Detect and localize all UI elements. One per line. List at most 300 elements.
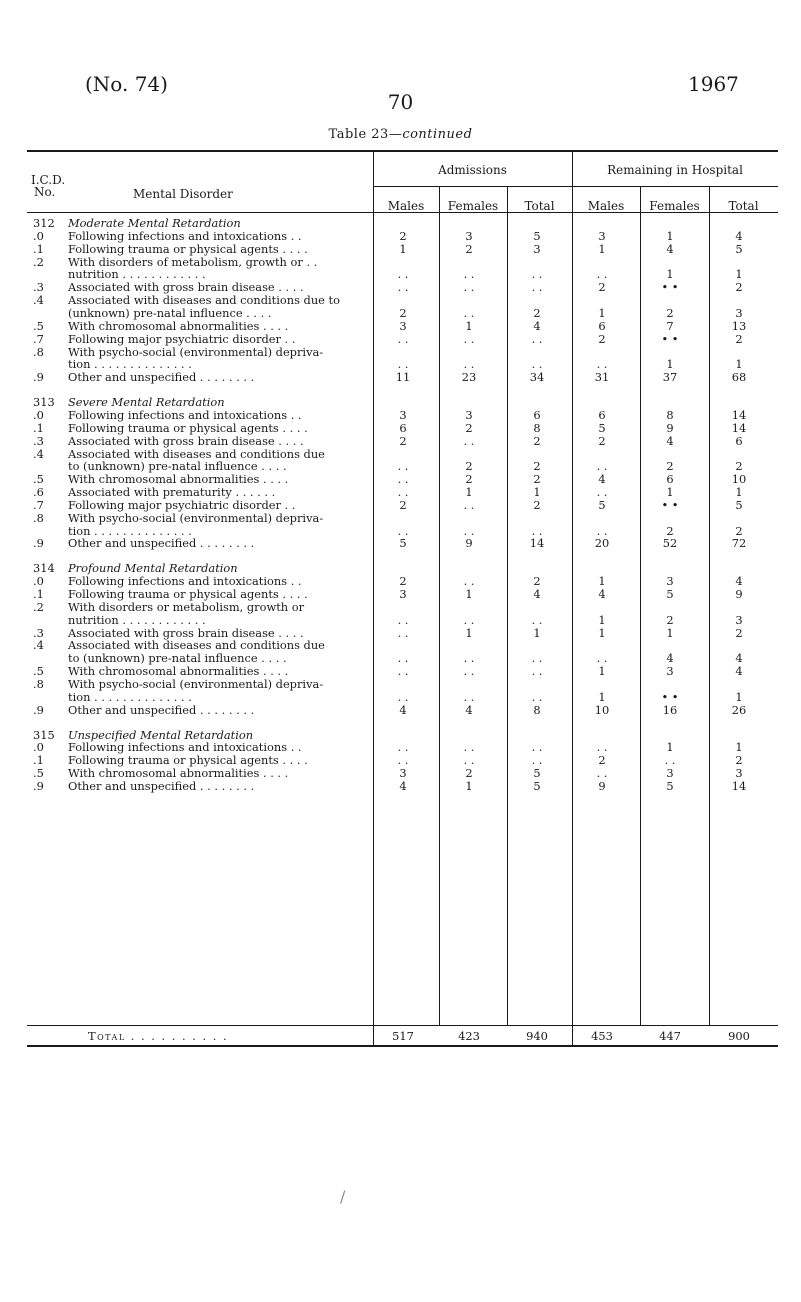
cell-value: . . <box>531 331 543 346</box>
disorder-description: Associated with prematurity . . . . . . <box>68 486 276 499</box>
cell-value: 1 <box>735 357 743 372</box>
table-row <box>0 614 801 627</box>
icd-code: .5 <box>33 472 44 487</box>
icd-code: 313 <box>33 395 55 410</box>
cell-value: 3 <box>399 318 407 333</box>
total-value: 447 <box>659 1029 681 1043</box>
cell-value: 1 <box>666 625 674 640</box>
col-remaining-total: Total <box>728 199 759 213</box>
cell-value: 14 <box>731 778 747 793</box>
table-row <box>0 588 801 601</box>
cell-value: 4 <box>598 472 606 487</box>
mental-disorder-header: Mental Disorder <box>133 187 233 201</box>
cell-value: 1 <box>533 625 541 640</box>
table-title <box>0 127 801 142</box>
section-title: Profound Mental Retardation <box>68 562 238 576</box>
cell-value: . . <box>463 740 475 755</box>
cell-value: 2 <box>533 459 541 474</box>
icd-code: .5 <box>33 766 44 780</box>
icd-code: .3 <box>33 433 44 448</box>
cell-value: 1 <box>598 612 606 627</box>
cell-value: 2 <box>735 523 743 538</box>
cell-value: 4 <box>735 228 743 243</box>
cell-value: 3 <box>735 306 743 320</box>
cell-value: 10 <box>594 702 610 717</box>
publication-number: (No. 74) <box>85 72 168 96</box>
col-admissions-males: Males <box>387 199 425 213</box>
icd-code: .8 <box>33 344 44 359</box>
cell-value: 1 <box>735 485 743 499</box>
cell-value: 2 <box>598 331 606 346</box>
cell-value: 2 <box>735 280 743 295</box>
icd-code: .6 <box>33 485 44 499</box>
icd-code: .0 <box>33 574 44 589</box>
disorder-description: (unknown) pre-natal influence . . . . <box>68 307 272 320</box>
cell-value: 2 <box>666 612 674 627</box>
total-label: Total . . . . . . . . . . <box>88 1029 229 1043</box>
cell-value: 1 <box>666 740 674 755</box>
total-value: 453 <box>591 1029 613 1043</box>
cell-value: 1 <box>399 241 407 256</box>
table-row <box>0 422 801 435</box>
cell-value: 5 <box>399 536 407 551</box>
table-row <box>0 780 801 793</box>
section-title: Unspecified Mental Retardation <box>68 728 254 742</box>
disorder-description: Associated with diseases and conditions due <box>68 639 325 653</box>
icd-code: .1 <box>33 753 44 768</box>
cell-value: . . <box>397 753 409 768</box>
disorder-description: Following infections and intoxications . . <box>68 575 302 589</box>
icd-code: .9 <box>33 778 44 793</box>
cell-value: 4 <box>465 702 473 717</box>
cell-value: 2 <box>465 420 473 435</box>
cell-value: 5 <box>533 766 541 780</box>
table-row <box>0 371 801 384</box>
cell-value: . . <box>397 740 409 755</box>
cell-value: 2 <box>399 574 407 589</box>
icd-code: 314 <box>33 561 55 576</box>
cell-value: 4 <box>735 574 743 589</box>
cell-value: 9 <box>735 587 743 601</box>
cell-value: 1 <box>735 689 743 704</box>
table-row <box>0 678 801 691</box>
disorder-description: nutrition . . . . . . . . . . . . <box>68 268 206 282</box>
cell-value: . . <box>397 472 409 487</box>
table-row <box>0 704 801 717</box>
cell-value: . . <box>463 664 475 679</box>
icd-code: .2 <box>33 599 44 614</box>
cell-value: 7 <box>666 318 674 333</box>
icd-header <box>31 174 65 198</box>
disorder-description: With disorders of metabolism, growth or . . <box>68 255 318 269</box>
cell-value: 2 <box>533 472 541 487</box>
cell-value: 4 <box>533 587 541 601</box>
disorder-description: to (unknown) pre-natal influence . . . . <box>68 460 287 474</box>
total-value: 900 <box>728 1029 750 1043</box>
cell-value: 3 <box>735 766 743 780</box>
cell-value: 1 <box>666 357 674 372</box>
cell-value: 2 <box>735 625 743 640</box>
icd-code: .5 <box>33 318 44 333</box>
cell-value: 1 <box>465 625 473 640</box>
cell-value: 1 <box>666 485 674 499</box>
cell-value: 1 <box>666 228 674 243</box>
table-row <box>0 333 801 346</box>
publication-year: 1967 <box>688 72 739 96</box>
cell-value: 9 <box>598 778 606 793</box>
cell-value: 1 <box>465 778 473 793</box>
group-header-rule <box>373 186 778 187</box>
cell-value: • • <box>661 331 679 346</box>
cell-value: 1 <box>598 306 606 320</box>
cell-value: 2 <box>399 433 407 448</box>
cell-value: . . <box>531 612 543 627</box>
cell-value: 23 <box>461 370 477 385</box>
remaining-header: Remaining in Hospital <box>607 163 743 177</box>
disorder-description: With psycho-social (environmental) depriva- <box>68 345 324 359</box>
cell-value: 1 <box>533 485 541 499</box>
cell-value: 3 <box>465 228 473 243</box>
icd-code: .4 <box>33 446 44 461</box>
page-number: 70 <box>387 90 414 114</box>
cell-value: 8 <box>533 702 541 717</box>
cell-value: 3 <box>666 574 674 589</box>
cell-value: 4 <box>598 587 606 601</box>
table-row <box>0 409 801 422</box>
disorder-description: tion . . . . . . . . . . . . . . <box>68 690 192 704</box>
disorder-description: tion . . . . . . . . . . . . . . <box>68 358 192 372</box>
table-row <box>0 537 801 550</box>
cell-value: 14 <box>731 407 747 422</box>
cell-value: . . <box>463 651 475 666</box>
cell-value: 1 <box>598 664 606 679</box>
cell-value: . . <box>531 664 543 679</box>
cell-value: . . <box>397 689 409 704</box>
disorder-description: Other and unspecified . . . . . . . . <box>68 703 255 717</box>
cell-value: . . <box>397 664 409 679</box>
cell-value: 2 <box>735 753 743 768</box>
table-title-suffix: —continued <box>388 127 473 142</box>
disorder-description: Other and unspecified . . . . . . . . <box>68 779 255 793</box>
icd-code: .0 <box>33 228 44 243</box>
icd-code: .3 <box>33 280 44 295</box>
cell-value: . . <box>531 267 543 282</box>
disorder-description: With psycho-social (environmental) depriva- <box>68 511 324 525</box>
cell-value: . . <box>463 753 475 768</box>
disorder-description: Other and unspecified . . . . . . . . <box>68 537 255 551</box>
cell-value: 3 <box>666 766 674 780</box>
col-remaining-males: Males <box>587 199 625 213</box>
cell-value: 4 <box>735 651 743 666</box>
cell-value: 3 <box>735 612 743 627</box>
cell-value: 1 <box>598 241 606 256</box>
table-row <box>0 499 801 512</box>
icd-code: .9 <box>33 370 44 385</box>
cell-value: . . <box>531 753 543 768</box>
cell-value: . . <box>596 651 608 666</box>
disorder-description: Following trauma or physical agents . . . . <box>68 242 308 256</box>
disorder-description: Associated with gross brain disease . . . . <box>68 626 304 640</box>
cell-value: 5 <box>666 587 674 601</box>
icd-code: .0 <box>33 407 44 422</box>
cell-value: 3 <box>399 407 407 422</box>
cell-value: . . <box>463 306 475 320</box>
cell-value: 4 <box>666 241 674 256</box>
cell-value: 2 <box>598 280 606 295</box>
total-value: 940 <box>526 1029 548 1043</box>
cell-value: . . <box>463 612 475 627</box>
disorder-description: With chromosomal abnormalities . . . . <box>68 767 289 780</box>
icd-code: .2 <box>33 254 44 269</box>
cell-value: 26 <box>731 702 747 717</box>
table-top-rule <box>27 150 778 152</box>
cell-value: 5 <box>735 241 743 256</box>
cell-value: . . <box>531 523 543 538</box>
table-row <box>0 512 801 525</box>
cell-value: . . <box>397 357 409 372</box>
disorder-description: With psycho-social (environmental) depriva- <box>68 677 324 691</box>
cell-value: 37 <box>662 370 678 385</box>
cell-value: 3 <box>465 407 473 422</box>
cell-value: 2 <box>399 306 407 320</box>
cell-value: 1 <box>598 574 606 589</box>
cell-value: 6 <box>735 433 743 448</box>
cell-value: 2 <box>598 433 606 448</box>
cell-value: 4 <box>533 318 541 333</box>
cell-value: 3 <box>666 664 674 679</box>
cell-value: 2 <box>666 459 674 474</box>
cell-value: 5 <box>666 778 674 793</box>
table-row <box>0 435 801 448</box>
cell-value: 5 <box>533 228 541 243</box>
cell-value: 3 <box>598 228 606 243</box>
cell-value: 16 <box>662 702 678 717</box>
col-admissions-females: Females <box>447 199 499 213</box>
cell-value: . . <box>596 357 608 372</box>
icd-code: .9 <box>33 702 44 717</box>
cell-value: 1 <box>666 267 674 282</box>
cell-value: 3 <box>533 241 541 256</box>
icd-code: .0 <box>33 740 44 755</box>
cell-value: 2 <box>533 433 541 448</box>
cell-value: . . <box>463 357 475 372</box>
cell-value: 14 <box>731 420 747 435</box>
disorder-description: Following infections and intoxications . . <box>68 741 302 755</box>
cell-value: . . <box>596 740 608 755</box>
cell-value: 10 <box>731 472 747 487</box>
disorder-description: Associated with diseases and conditions due to <box>68 294 340 308</box>
cell-value: • • <box>661 280 679 295</box>
cell-value: . . <box>596 485 608 499</box>
cell-value: 9 <box>465 536 473 551</box>
icd-code: 315 <box>33 727 55 742</box>
cell-value: . . <box>596 523 608 538</box>
cell-value: 6 <box>666 472 674 487</box>
col-remaining-females: Females <box>649 199 700 213</box>
disorder-description: tion . . . . . . . . . . . . . . <box>68 524 192 538</box>
section-title: Severe Mental Retardation <box>68 396 225 410</box>
cell-value: 1 <box>465 318 473 333</box>
disorder-description: With chromosomal abnormalities . . . . <box>68 319 289 333</box>
cell-value: 1 <box>598 625 606 640</box>
table-row <box>0 665 801 678</box>
cell-value: • • <box>661 689 679 704</box>
cell-value: . . <box>463 523 475 538</box>
cell-value: . . <box>531 651 543 666</box>
icd-code: .4 <box>33 638 44 653</box>
cell-value: 20 <box>594 536 610 551</box>
cell-value: . . <box>397 280 409 295</box>
table-row <box>0 627 801 640</box>
total-value: 423 <box>458 1029 480 1043</box>
disorder-description: Other and unspecified . . . . . . . . <box>68 371 255 385</box>
cell-value: 5 <box>598 497 606 512</box>
cell-value: . . <box>463 331 475 346</box>
cell-value: . . <box>463 433 475 448</box>
cell-value: 4 <box>399 702 407 717</box>
icd-code: .4 <box>33 293 44 308</box>
cell-value: . . <box>531 689 543 704</box>
table-row <box>0 691 801 704</box>
cell-value: . . <box>397 459 409 474</box>
icd-header-line1: I.C.D. <box>31 173 66 187</box>
cell-value: 5 <box>598 420 606 435</box>
cell-value: . . <box>596 766 608 780</box>
cell-value: 2 <box>598 753 606 768</box>
disorder-description: Following trauma or physical agents . . . . <box>68 588 308 601</box>
icd-code: .1 <box>33 420 44 435</box>
cell-value: . . <box>463 689 475 704</box>
cell-value: 13 <box>731 318 747 333</box>
disorder-description: Following trauma or physical agents . . . . <box>68 754 308 768</box>
cell-value: 2 <box>533 574 541 589</box>
icd-header-line2: No. <box>34 185 56 199</box>
icd-code: .7 <box>33 497 44 512</box>
disorder-description: Associated with gross brain disease . . . . <box>68 434 304 448</box>
cell-value: 1 <box>735 740 743 755</box>
cell-value: . . <box>596 267 608 282</box>
cell-value: . . <box>397 523 409 538</box>
disorder-description: Following infections and intoxications . . <box>68 229 302 243</box>
table-row <box>0 281 801 294</box>
icd-code: .1 <box>33 587 44 601</box>
cell-value: 11 <box>395 370 411 385</box>
total-value: 517 <box>392 1029 414 1043</box>
cell-value: . . <box>397 267 409 282</box>
cell-value: . . <box>463 280 475 295</box>
cell-value: • • <box>661 497 679 512</box>
icd-code: .1 <box>33 241 44 256</box>
cell-value: . . <box>463 574 475 589</box>
table-row <box>0 601 801 614</box>
cell-value: 34 <box>529 370 545 385</box>
cell-value: 2 <box>735 331 743 346</box>
cell-value: . . <box>397 485 409 499</box>
icd-code: .7 <box>33 331 44 346</box>
cell-value: 72 <box>731 536 747 551</box>
cell-value: . . <box>531 740 543 755</box>
cell-value: 4 <box>399 778 407 793</box>
cell-value: 2 <box>465 766 473 780</box>
cell-value: 14 <box>529 536 545 551</box>
disorder-description: Following major psychiatric disorder . . <box>68 498 296 512</box>
icd-code: .3 <box>33 625 44 640</box>
table-title-main: Table 23 <box>328 127 389 142</box>
cell-value: 9 <box>666 420 674 435</box>
disorder-description: Following major psychiatric disorder . . <box>68 332 296 346</box>
cell-value: 68 <box>731 370 747 385</box>
cell-value: 4 <box>735 664 743 679</box>
cell-value: 3 <box>399 766 407 780</box>
cell-value: 2 <box>735 459 743 474</box>
cell-value: . . <box>397 612 409 627</box>
disorder-description: Associated with gross brain disease . . . . <box>68 281 304 295</box>
cell-value: 6 <box>598 407 606 422</box>
cell-value: 4 <box>666 433 674 448</box>
table-row <box>0 320 801 333</box>
cell-value: 2 <box>399 228 407 243</box>
cell-value: 6 <box>598 318 606 333</box>
cell-value: 8 <box>666 407 674 422</box>
cell-value: 52 <box>662 536 678 551</box>
cell-value: . . <box>397 625 409 640</box>
cell-value: 1 <box>735 267 743 282</box>
cell-value: 2 <box>533 306 541 320</box>
disorder-description: With chromosomal abnormalities . . . . <box>68 473 289 487</box>
table-bottom-rule <box>27 1045 778 1047</box>
icd-code: 312 <box>33 216 55 230</box>
cell-value: 2 <box>399 497 407 512</box>
col-admissions-total: Total <box>524 199 555 213</box>
cell-value: . . <box>397 331 409 346</box>
icd-code: .8 <box>33 676 44 691</box>
cell-value: 2 <box>666 306 674 320</box>
cell-value: 5 <box>735 497 743 512</box>
total-top-rule <box>27 1025 778 1026</box>
cell-value: 31 <box>594 370 610 385</box>
cell-value: 1 <box>465 485 473 499</box>
cell-value: . . <box>596 459 608 474</box>
icd-code: .5 <box>33 664 44 679</box>
admissions-header: Admissions <box>438 163 507 177</box>
cell-value: . . <box>664 753 676 768</box>
cell-value: 2 <box>465 459 473 474</box>
cell-value: . . <box>463 497 475 512</box>
disorder-description: Associated with diseases and conditions due <box>68 447 325 461</box>
cell-value: 2 <box>533 497 541 512</box>
disorder-description: With chromosomal abnormalities . . . . <box>68 665 289 679</box>
cell-value: 1 <box>598 689 606 704</box>
cell-value: 2 <box>465 241 473 256</box>
cell-value: 5 <box>533 778 541 793</box>
cell-value: . . <box>397 651 409 666</box>
table-row <box>0 243 801 256</box>
cell-value: 6 <box>533 407 541 422</box>
stray-mark: / <box>340 1187 346 1206</box>
disorder-description: nutrition . . . . . . . . . . . . <box>68 613 206 627</box>
disorder-description: Following trauma or physical agents . . . . <box>68 421 308 435</box>
disorder-description: Following infections and intoxications . . <box>68 408 302 422</box>
icd-code: .8 <box>33 510 44 525</box>
section-title: Moderate Mental Retardation <box>68 217 241 230</box>
cell-value: 1 <box>465 587 473 601</box>
icd-code: .9 <box>33 536 44 551</box>
cell-value: 6 <box>399 420 407 435</box>
disorder-description: to (unknown) pre-natal influence . . . . <box>68 652 287 666</box>
cell-value: . . <box>531 357 543 372</box>
cell-value: 4 <box>666 651 674 666</box>
cell-value: 2 <box>666 523 674 538</box>
